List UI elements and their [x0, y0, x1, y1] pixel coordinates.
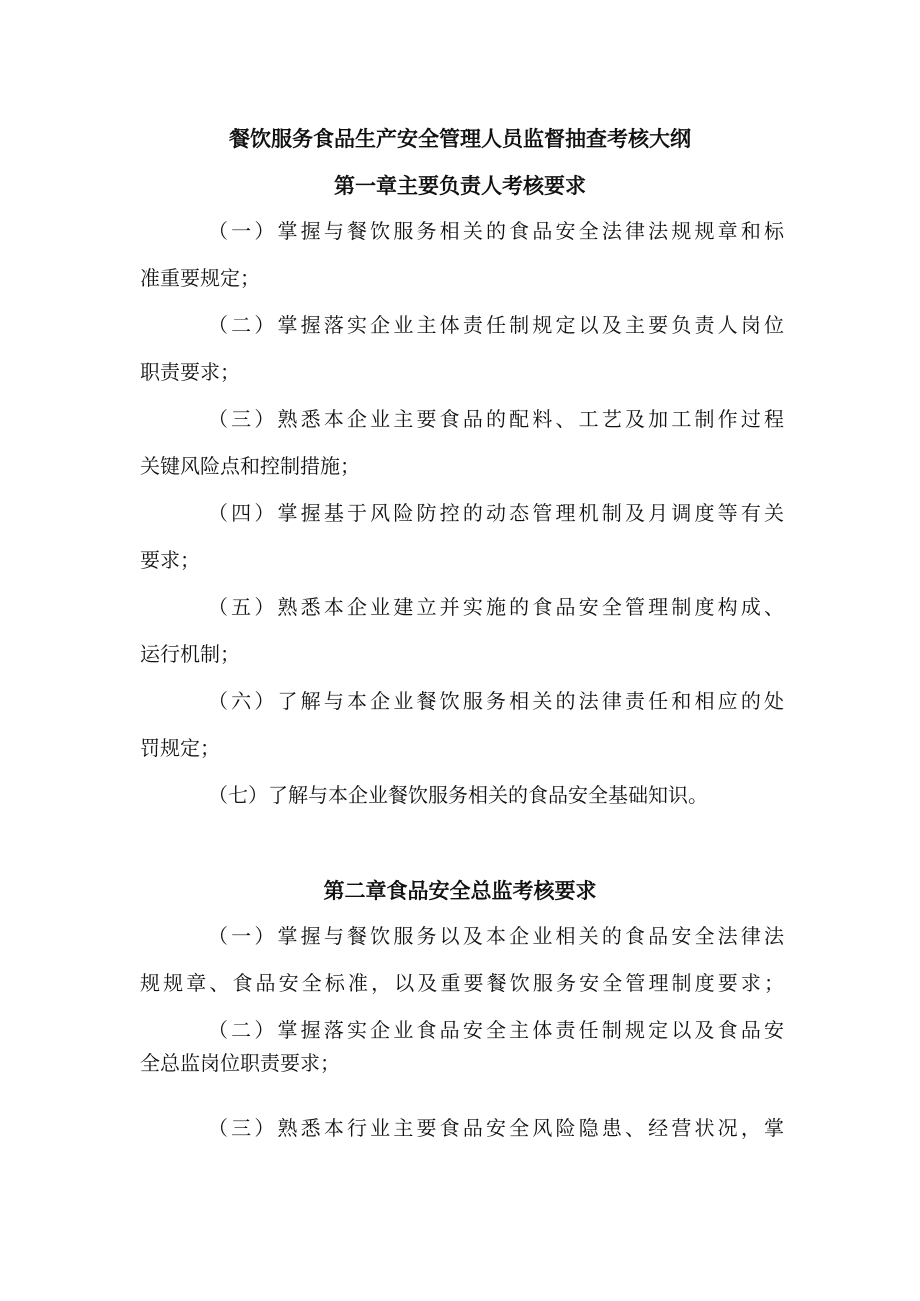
chapter-2-item-2-line-2: 全总监岗位职责要求； — [140, 1051, 340, 1075]
chapter-1-item-6-line-2: 罚规定； — [140, 736, 220, 760]
chapter-1-item-4-line-1: （四）掌握基于风险防控的动态管理机制及月调度等有关 — [208, 501, 784, 525]
chapter-1-item-1-line-2: 准重要规定； — [140, 266, 260, 290]
chapter-2-item-1-line-1: （一）掌握与餐饮服务以及本企业相关的食品安全法律法 — [208, 924, 784, 948]
chapter-1-item-2-line-1: （二）掌握落实企业主体责任制规定以及主要负责人岗位 — [208, 313, 784, 337]
chapter-1-item-1-line-1: （一）掌握与餐饮服务相关的食品安全法律法规规章和标 — [208, 219, 784, 243]
document-title: 餐饮服务食品生产安全管理人员监督抽查考核大纲 — [229, 127, 691, 151]
chapter-1-item-4-line-2: 要求； — [140, 548, 200, 572]
chapter-1-item-3-line-2: 关键风险点和控制措施； — [140, 454, 360, 478]
chapter-1-heading: 第一章主要负责人考核要求 — [334, 174, 586, 198]
chapter-2-item-1-line-2: 规规章、食品安全标准，以及重要餐饮服务安全管理制度要求； — [140, 971, 784, 995]
chapter-1-item-6-line-1: （六）了解与本企业餐饮服务相关的法律责任和相应的处 — [208, 689, 784, 713]
chapter-1-item-2-line-2: 职责要求； — [140, 360, 240, 384]
chapter-2-heading: 第二章食品安全总监考核要求 — [323, 879, 597, 903]
chapter-1-item-7-line-1: （七）了解与本企业餐饮服务相关的食品安全基础知识。 — [208, 783, 708, 807]
chapter-1-item-3-line-1: （三）熟悉本企业主要食品的配料、工艺及加工制作过程 — [208, 407, 784, 431]
chapter-2-item-3-line-1: （三）熟悉本行业主要食品安全风险隐患、经营状况，掌 — [208, 1116, 784, 1140]
chapter-2-item-2-line-1: （二）掌握落实企业食品安全主体责任制规定以及食品安 — [208, 1018, 784, 1042]
chapter-1-item-5-line-1: （五）熟悉本企业建立并实施的食品安全管理制度构成、 — [208, 595, 784, 619]
chapter-1-item-5-line-2: 运行机制； — [140, 642, 240, 666]
